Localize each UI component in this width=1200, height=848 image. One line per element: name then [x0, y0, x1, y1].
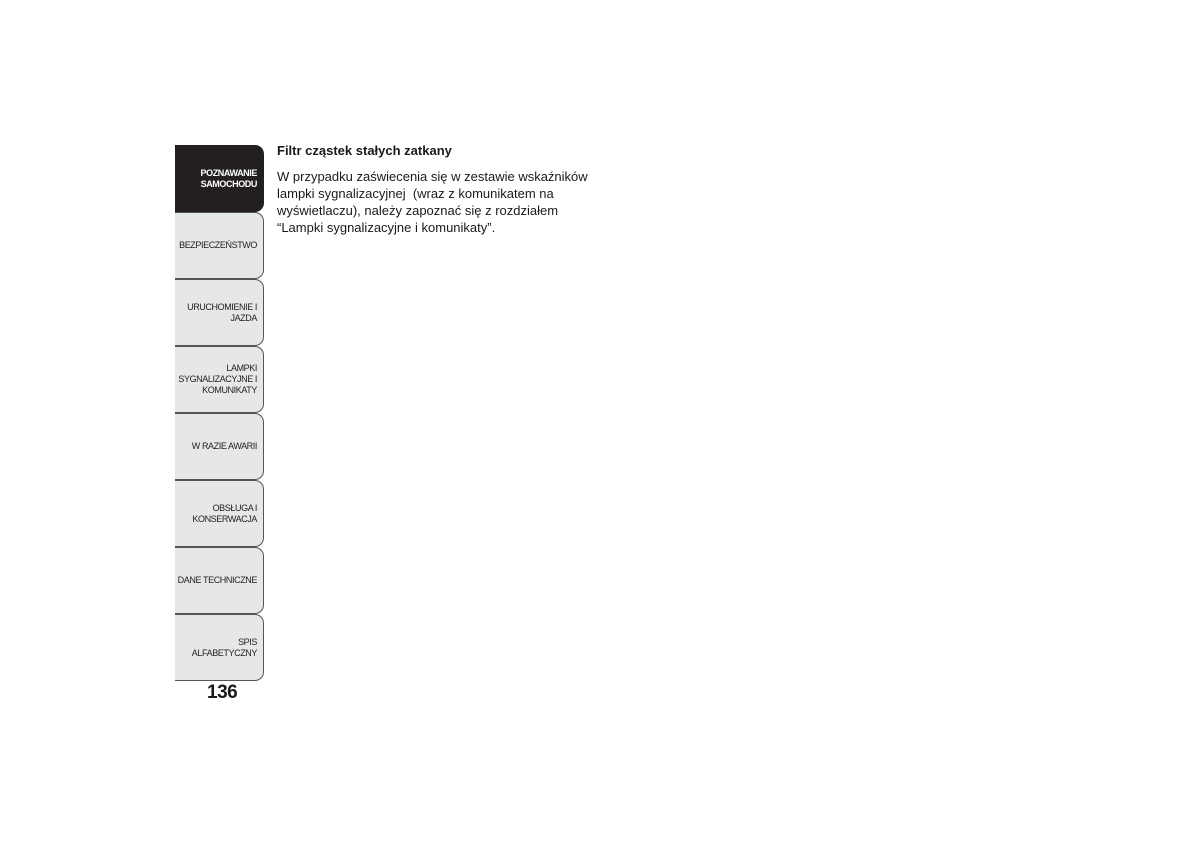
- tab-label: DANE TECHNICZNE: [177, 575, 257, 585]
- tab-label: BEZPIECZEŃSTWO: [179, 240, 257, 250]
- tab-label: SPIS ALFABETYCZNY: [191, 636, 257, 658]
- main-content: [277, 142, 627, 236]
- body-line: wyświetlaczu), należy zapoznać się z rozdziałem: [277, 203, 559, 218]
- body-line: W przypadku zaświecenia się w zestawie wskaźników: [277, 169, 588, 184]
- tab-poznawanie-samochodu[interactable]: [175, 145, 264, 212]
- tab-dane-techniczne[interactable]: [175, 547, 264, 614]
- tab-bezpieczenstwo[interactable]: [175, 212, 264, 279]
- tab-label: POZNAWANIE SAMOCHODU: [200, 167, 257, 189]
- tab-label: OBSŁUGA I KONSERWACJA: [192, 502, 257, 524]
- section-body: [277, 168, 627, 236]
- tab-w-razie-awarii[interactable]: [175, 413, 264, 480]
- tab-uruchomienie-i-jazda[interactable]: [175, 279, 264, 346]
- tab-label: LAMPKI SYGNALIZACYJNE I KOMUNIKATY: [178, 363, 257, 395]
- tab-spis-alfabetyczny[interactable]: [175, 614, 264, 681]
- tab-obsluga-i-konserwacja[interactable]: [175, 480, 264, 547]
- section-title: Filtr cząstek stałych zatkany: [277, 143, 452, 158]
- tab-lampki-sygnalizacyjne[interactable]: [175, 346, 264, 413]
- page-number: 136: [207, 682, 238, 703]
- tab-label: URUCHOMIENIE I JAZDA: [187, 301, 257, 323]
- tab-label: W RAZIE AWARII: [191, 441, 257, 451]
- body-line: “Lampki sygnalizacyjne i komunikaty”.: [277, 220, 496, 235]
- body-line: lampki sygnalizacyjnej (wraz z komunikatem na: [277, 186, 554, 201]
